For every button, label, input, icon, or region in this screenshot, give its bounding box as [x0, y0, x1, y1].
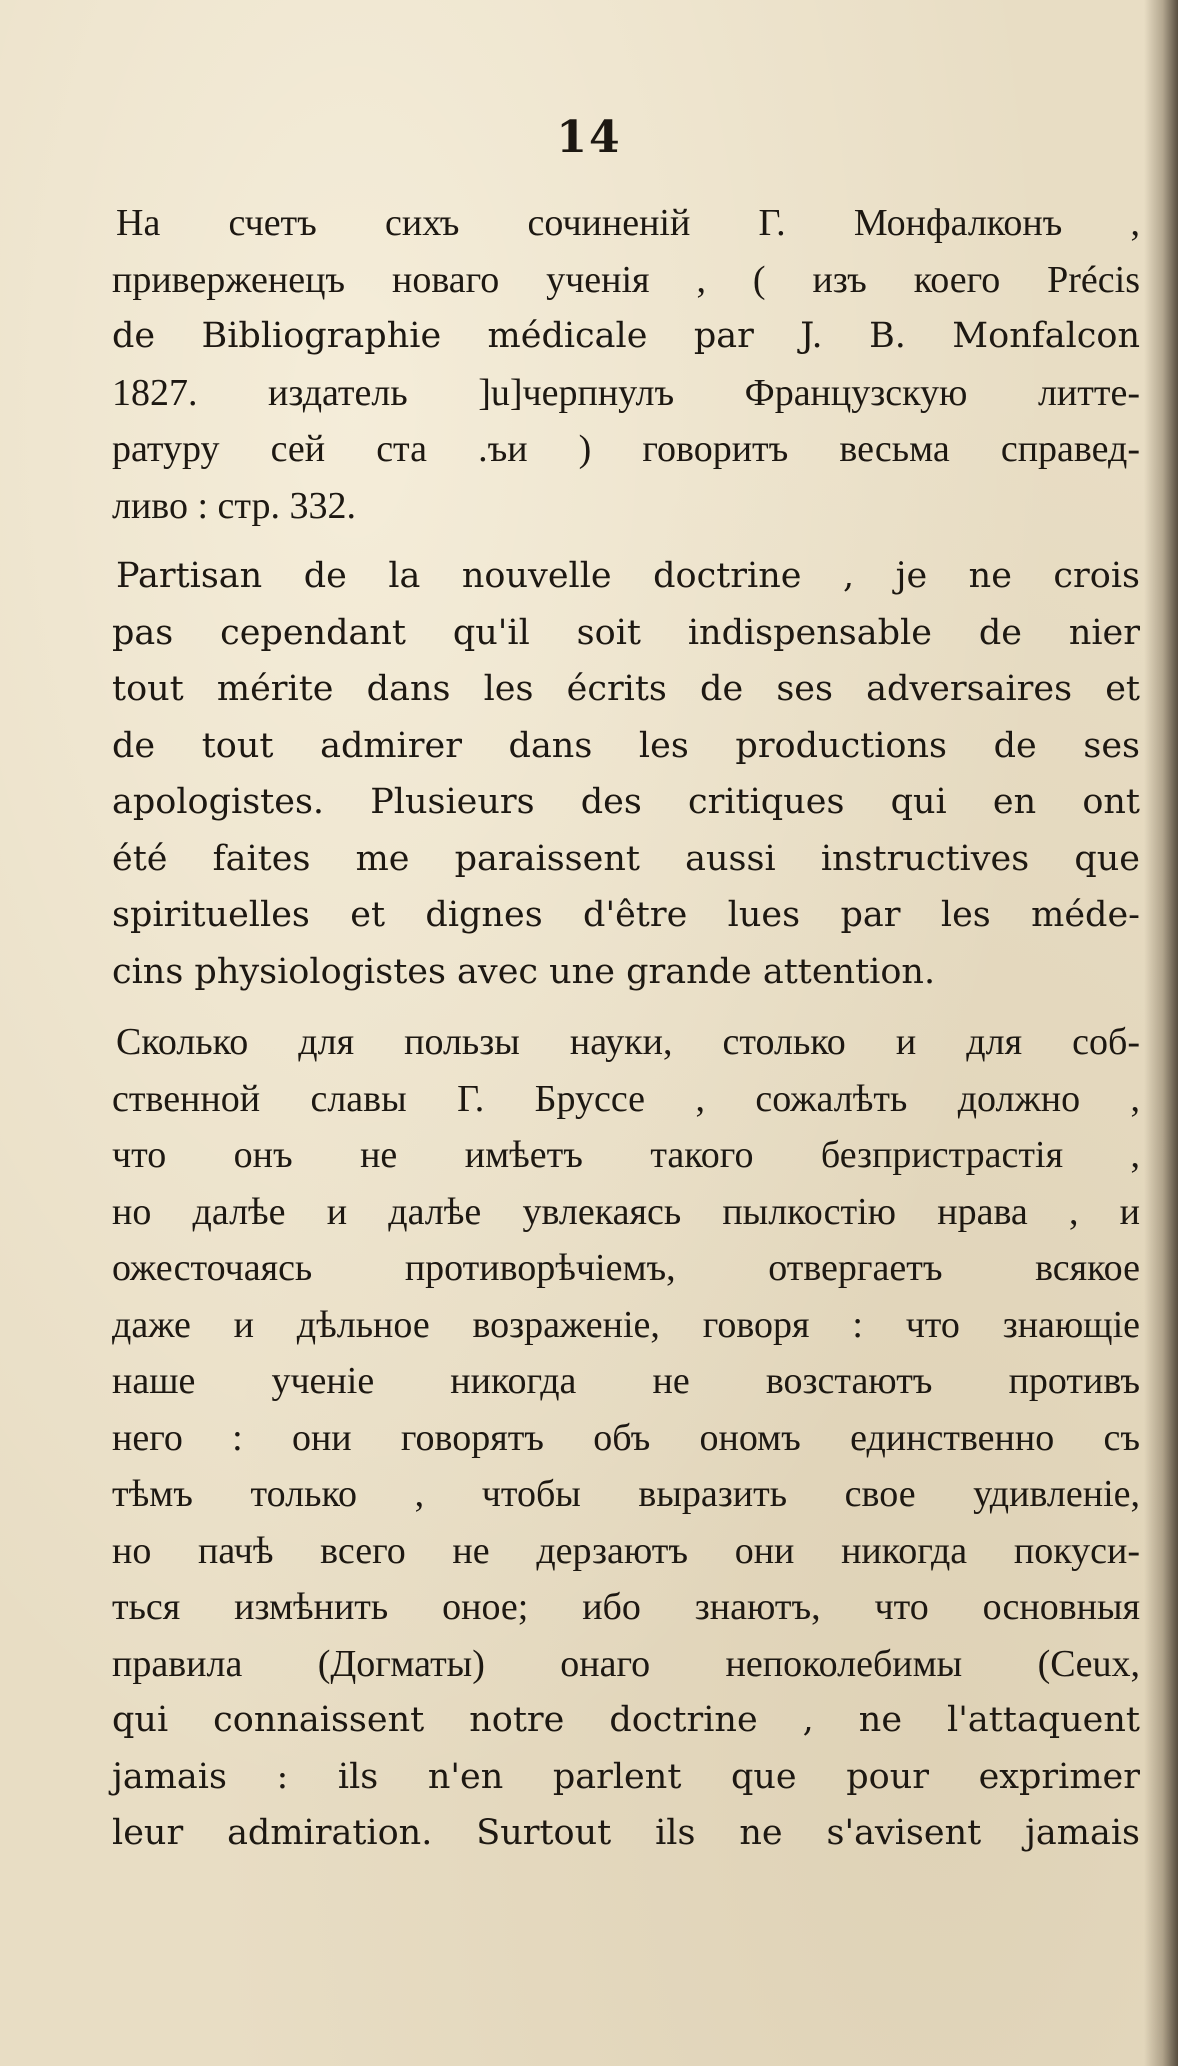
text-line: ожесточаясь противорѣчіемъ, отвергаетъ всякое [112, 1247, 1140, 1289]
text-line: apologistes. Plusieurs des critiques qui en ont [112, 782, 1140, 822]
text-line: ливо : стр. 332. [112, 484, 356, 527]
text-line: Сколько для пользы науки, столько и для соб- [116, 1021, 1140, 1063]
body-text [112, 195, 1140, 1862]
text-line: tout mérite dans les écrits de ses adversaires et [112, 669, 1140, 709]
text-line: ться измѣнить оное; ибо знаютъ, что основныя [112, 1586, 1140, 1628]
text-line: pas cependant qu'il soit indispensable de nier [112, 612, 1140, 653]
text-line: qui connaissent notre doctrine , ne l'attaquent [112, 1700, 1140, 1740]
text-line: cins physiologistes avec une grande attention. [112, 951, 936, 992]
text-line: de tout admirer dans les productions de ses [112, 725, 1140, 766]
paragraph-1 [112, 195, 1140, 534]
text-line: тѣмъ только , чтобы выразить свое удивленіе, [112, 1473, 1140, 1515]
text-line: leur admiration. Surtout ils ne s'avisent jamais [112, 1813, 1140, 1853]
text-line: de Bibliographie médicale par J. B. Monfalcon [112, 316, 1140, 356]
page-number: 14 [556, 112, 622, 163]
text-line: приверженецъ новаго ученія , ( изъ коего Précis [112, 258, 1140, 301]
page-edge-shadow [1144, 0, 1178, 2066]
text-line: даже и дѣльное возраженіе, говоря : что знающіе [112, 1303, 1140, 1346]
text-line: него : они говорятъ объ ономъ единственно съ [112, 1416, 1140, 1459]
text-line: правила (Догматы) онаго непоколебимы (Ceux, [112, 1642, 1140, 1685]
text-line: jamais : ils n'en parlent que pour exprimer [112, 1756, 1140, 1797]
text-line: но далѣе и далѣе увлекаясь пылкостію нрава , и [112, 1190, 1140, 1233]
text-line: На счетъ сихъ сочиненій Г. Монфалконъ , [116, 202, 1140, 244]
text-line: наше ученіе никогда не возстаютъ противъ [112, 1360, 1140, 1402]
paragraph-2 [112, 548, 1140, 1000]
text-line: été faites me paraissent aussi instructives que [112, 838, 1140, 879]
text-line: но пачѣ всего не дерзаютъ они никогда покуси- [112, 1529, 1140, 1572]
text-line: что онъ не имѣетъ такого безпристрастія , [112, 1134, 1140, 1176]
text-line: ратуру сей ста .ъи ) говоритъ весьма справед- [112, 428, 1140, 470]
text-line: ственной славы Г. Бруссе , сожалѣть должно , [112, 1077, 1140, 1120]
text-line: spirituelles et dignes d'être lues par les méde- [112, 895, 1140, 935]
text-line: Partisan de la nouvelle doctrine , je ne crois [116, 556, 1140, 596]
text-line: 1827. издатель ]u]черпнулъ Французскую литте- [112, 371, 1140, 414]
paragraph-3 [112, 1014, 1140, 1862]
